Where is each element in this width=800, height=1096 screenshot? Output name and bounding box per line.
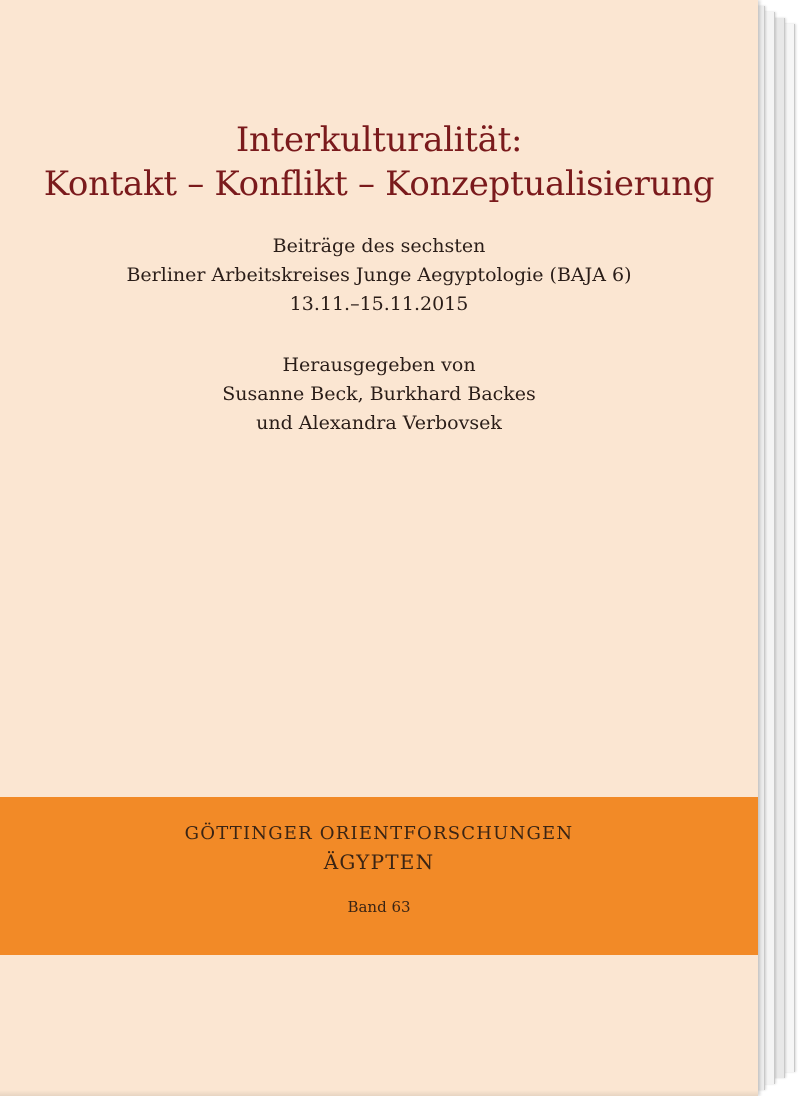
editors-line-2: Susanne Beck, Burkhard Backes [222, 383, 536, 405]
editors-line-3: und Alexandra Verbovsek [256, 412, 502, 434]
series-subseries: ÄGYPTEN [323, 850, 435, 874]
series-name: GÖTTINGER ORIENTFORSCHUNGEN [184, 823, 574, 844]
editors-line-1: Herausgegeben von [282, 354, 476, 376]
page-edges [752, 0, 800, 1096]
book-subtitle [0, 232, 758, 319]
title-line-2: Kontakt – Konflikt – Konzeptualisierung [43, 164, 715, 204]
book-title [0, 118, 758, 206]
subtitle-line-1: Beiträge des sechsten [272, 235, 486, 257]
volume-number: Band 63 [347, 898, 411, 916]
title-line-1: Interkulturalität: [235, 120, 523, 160]
cover-shadow [0, 1090, 758, 1096]
editors [0, 351, 758, 438]
subtitle-line-2: Berliner Arbeitskreises Junge Aegyptologie (BAJA 6) [126, 264, 632, 286]
subtitle-line-3: 13.11.–15.11.2015 [289, 293, 469, 315]
series-band [0, 797, 758, 955]
